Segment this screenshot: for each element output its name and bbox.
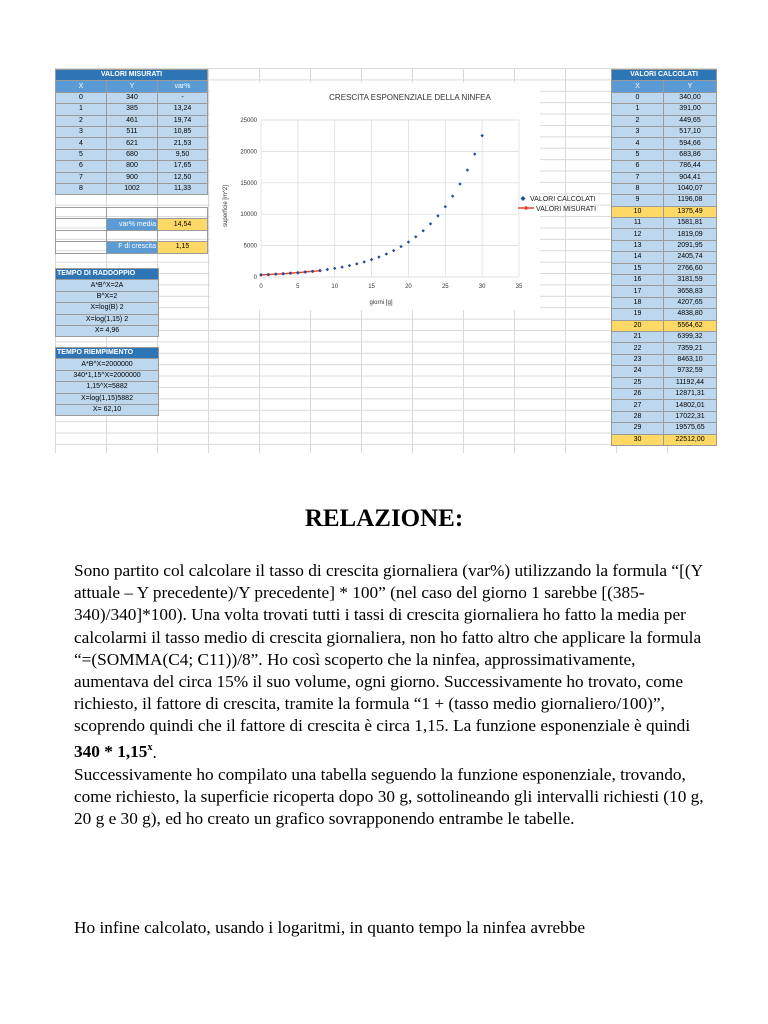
calculated-x-cell: 29 bbox=[612, 423, 664, 434]
fill-formula-cell: 340*1,15^X=2000000 bbox=[56, 370, 159, 381]
x-tick-label: 25 bbox=[441, 284, 449, 290]
measured-header-y: Y bbox=[107, 81, 158, 92]
table-row bbox=[612, 240, 717, 251]
growth-stats-table bbox=[55, 207, 208, 254]
measured-header-x: X bbox=[56, 81, 107, 92]
calculated-x-cell: 11 bbox=[612, 218, 664, 229]
measured-x-cell: 1 bbox=[56, 104, 107, 115]
calculated-y-cell: 9732,59 bbox=[664, 366, 717, 377]
fill-time-table bbox=[55, 347, 159, 416]
measured-var-cell: 12,50 bbox=[158, 172, 208, 183]
calculated-x-cell: 9 bbox=[612, 195, 664, 206]
measured-title: VALORI MISURATI bbox=[56, 70, 208, 81]
measured-x-cell: 7 bbox=[56, 172, 107, 183]
calculated-y-cell: 1581,81 bbox=[664, 218, 717, 229]
table-row bbox=[56, 359, 159, 370]
table-row bbox=[612, 252, 717, 263]
y-tick-label: 20000 bbox=[240, 149, 257, 156]
table-row bbox=[56, 183, 208, 194]
table-row bbox=[612, 388, 717, 399]
calculated-x-cell: 2 bbox=[612, 115, 664, 126]
table-row bbox=[612, 138, 717, 149]
calculated-x-cell: 23 bbox=[612, 354, 664, 365]
measured-y-cell: 461 bbox=[107, 115, 158, 126]
empty-cell bbox=[56, 208, 107, 219]
doubling-rows bbox=[56, 280, 159, 337]
table-row bbox=[56, 280, 159, 291]
calculated-y-cell: 22512,00 bbox=[664, 434, 717, 445]
table-row bbox=[612, 172, 717, 183]
calculated-y-cell: 6399,32 bbox=[664, 331, 717, 342]
calculated-y-cell: 391,00 bbox=[664, 104, 717, 115]
measured-var-cell: 9,50 bbox=[158, 149, 208, 160]
table-row bbox=[612, 115, 717, 126]
calculated-x-cell: 17 bbox=[612, 286, 664, 297]
calculated-y-cell: 2766,60 bbox=[664, 263, 717, 274]
table-row bbox=[612, 263, 717, 274]
calculated-y-cell: 5564,62 bbox=[664, 320, 717, 331]
y-tick-label: 0 bbox=[253, 275, 257, 281]
table-row bbox=[612, 161, 717, 172]
doubling-formula-cell: X=log(B) 2 bbox=[56, 303, 159, 314]
table-row bbox=[612, 423, 717, 434]
table-row bbox=[612, 92, 717, 103]
calculated-y-cell: 449,65 bbox=[664, 115, 717, 126]
fill-formula-cell: 1,15^X=5882 bbox=[56, 382, 159, 393]
chart-title: CRESCITA ESPONENZIALE DELLA NINFEA bbox=[329, 93, 491, 102]
table-row bbox=[612, 206, 717, 217]
empty-cell bbox=[56, 242, 107, 253]
table-row bbox=[612, 411, 717, 422]
empty-cell bbox=[56, 219, 107, 230]
calculated-x-cell: 7 bbox=[612, 172, 664, 183]
chart-background bbox=[210, 82, 540, 310]
measured-var-cell: 19,74 bbox=[158, 115, 208, 126]
factor-value: 1,15 bbox=[158, 242, 208, 253]
measured-x-cell: 2 bbox=[56, 115, 107, 126]
calculated-y-cell: 3658,83 bbox=[664, 286, 717, 297]
calculated-x-cell: 14 bbox=[612, 252, 664, 263]
doubling-formula-cell: X= 4,96 bbox=[56, 325, 159, 336]
calculated-y-cell: 1819,09 bbox=[664, 229, 717, 240]
mean-label: var% media bbox=[107, 219, 158, 230]
y-tick-label: 10000 bbox=[240, 212, 257, 219]
calculated-y-cell: 7359,21 bbox=[664, 343, 717, 354]
table-row bbox=[612, 343, 717, 354]
measured-rows bbox=[56, 92, 208, 195]
fill-formula-cell: X= 62,10 bbox=[56, 404, 159, 415]
calculated-x-cell: 6 bbox=[612, 161, 664, 172]
calculated-x-cell: 8 bbox=[612, 183, 664, 194]
measured-x-cell: 4 bbox=[56, 138, 107, 149]
calculated-x-cell: 25 bbox=[612, 377, 664, 388]
x-tick-label: 5 bbox=[296, 284, 300, 290]
growth-chart bbox=[210, 82, 597, 310]
measured-x-cell: 6 bbox=[56, 161, 107, 172]
calculated-y-cell: 11192,44 bbox=[664, 377, 717, 388]
calculated-y-cell: 786,44 bbox=[664, 161, 717, 172]
table-row bbox=[56, 92, 208, 103]
table-row bbox=[56, 115, 208, 126]
calculated-x-cell: 26 bbox=[612, 388, 664, 399]
measured-x-cell: 0 bbox=[56, 92, 107, 103]
table-row bbox=[56, 370, 159, 381]
x-tick-label: 20 bbox=[405, 284, 412, 290]
calculated-x-cell: 24 bbox=[612, 366, 664, 377]
table-row bbox=[56, 161, 208, 172]
table-row bbox=[56, 149, 208, 160]
calculated-y-cell: 594,66 bbox=[664, 138, 717, 149]
calculated-x-cell: 21 bbox=[612, 331, 664, 342]
measured-y-cell: 900 bbox=[107, 172, 158, 183]
table-row bbox=[612, 309, 717, 320]
calculated-y-cell: 2405,74 bbox=[664, 252, 717, 263]
calculated-y-cell: 14802,01 bbox=[664, 400, 717, 411]
table-row bbox=[56, 314, 159, 325]
measured-x-cell: 5 bbox=[56, 149, 107, 160]
table-row bbox=[56, 303, 159, 314]
calculated-x-cell: 16 bbox=[612, 275, 664, 286]
table-row bbox=[56, 393, 159, 404]
y-tick-label: 15000 bbox=[240, 180, 257, 187]
empty-cell bbox=[107, 208, 158, 219]
calculated-x-cell: 18 bbox=[612, 297, 664, 308]
calculated-header-y: Y bbox=[664, 81, 717, 92]
doubling-formula-cell: X=log(1,15) 2 bbox=[56, 314, 159, 325]
mean-value: 14,54 bbox=[158, 219, 208, 230]
fill-formula-cell: X=log(1,15)5882 bbox=[56, 393, 159, 404]
measured-y-cell: 621 bbox=[107, 138, 158, 149]
calculated-x-cell: 19 bbox=[612, 309, 664, 320]
measured-y-cell: 340 bbox=[107, 92, 158, 103]
paragraph-1-continuation: Successivamente ho compilato una tabella seguendo la funzione esponenziale, trovando, come richiesto, la superficie ricoperta dopo 30 g, sottolineando gli intervalli richiesti (10 g, 20 g e 30 g), ed ho creato un grafico sovrapponendo entrambe le tabelle. bbox=[74, 764, 704, 828]
calculated-x-cell: 13 bbox=[612, 240, 664, 251]
table-row bbox=[612, 195, 717, 206]
paragraph-1-text: Sono partito col calcolare il tasso di crescita giornaliera (var%) utilizzando la formula “[(Y attuale – Y precedente)/Y precedente] * 100” (nel caso del giorno 1 sarebbe [(385-340)/340]*100). Una volta trovati tutti i tassi di crescita giornaliera ho fatto la media per calcolarmi il tasso medio di crescita giornaliera, non ho fatto altro che applicare la formula “=(SOMMA(C4; C11))/8”. Ho così scoperto che la ninfea, approssimativamente, aumentava del circa 15% il suo volume, ogni giorno. Successivamente ho trovato, come richiesto, il fattore di crescita, tramite la formula “1 + (tasso medio giornaliero/100)”, scoprendo quindi che il fattore di crescita è circa 1,15. La funzione esponenziale è quindi bbox=[74, 561, 703, 736]
calculated-x-cell: 15 bbox=[612, 263, 664, 274]
x-tick-label: 35 bbox=[515, 284, 523, 290]
fill-rows bbox=[56, 359, 159, 416]
calculated-y-cell: 1196,08 bbox=[664, 195, 717, 206]
x-tick-label: 30 bbox=[478, 284, 486, 290]
chart-x-axis-label: giorni [g] bbox=[369, 300, 393, 306]
calculated-x-cell: 12 bbox=[612, 229, 664, 240]
table-row bbox=[612, 104, 717, 115]
doubling-time-table bbox=[55, 268, 159, 337]
table-row bbox=[612, 275, 717, 286]
calculated-y-cell: 4838,80 bbox=[664, 309, 717, 320]
fill-formula-cell: A*B^X=2000000 bbox=[56, 359, 159, 370]
calculated-x-cell: 22 bbox=[612, 343, 664, 354]
calculated-y-cell: 1040,07 bbox=[664, 183, 717, 194]
calculated-x-cell: 5 bbox=[612, 149, 664, 160]
x-tick-label: 15 bbox=[368, 284, 375, 290]
legend-measured-label: VALORI MISURATI bbox=[536, 206, 597, 213]
table-row bbox=[612, 331, 717, 342]
table-row bbox=[56, 325, 159, 336]
measured-y-cell: 511 bbox=[107, 126, 158, 137]
formula-base: 340 * 1,15 bbox=[74, 742, 148, 762]
table-row bbox=[612, 286, 717, 297]
measured-x-cell: 8 bbox=[56, 183, 107, 194]
factor-label: F di crescita bbox=[107, 242, 158, 253]
calculated-x-cell: 3 bbox=[612, 126, 664, 137]
report-paragraph-1 bbox=[74, 560, 704, 830]
table-row bbox=[612, 229, 717, 240]
doubling-formula-cell: A*B^X=2A bbox=[56, 280, 159, 291]
calculated-y-cell: 340,00 bbox=[664, 92, 717, 103]
x-tick-label: 0 bbox=[259, 284, 263, 290]
calculated-y-cell: 19575,65 bbox=[664, 423, 717, 434]
calculated-x-cell: 0 bbox=[612, 92, 664, 103]
table-row bbox=[612, 320, 717, 331]
table-row bbox=[56, 126, 208, 137]
table-row bbox=[612, 354, 717, 365]
formula-end: . bbox=[152, 742, 157, 762]
empty-cell bbox=[56, 230, 107, 241]
empty-cell bbox=[158, 208, 208, 219]
doubling-title: TEMPO DI RADDOPPIO bbox=[56, 269, 159, 280]
calculated-y-cell: 17022,31 bbox=[664, 411, 717, 422]
measured-y-cell: 1002 bbox=[107, 183, 158, 194]
measured-var-cell: 17,65 bbox=[158, 161, 208, 172]
measured-header-var: var% bbox=[158, 81, 208, 92]
measured-var-cell: 11,33 bbox=[158, 183, 208, 194]
table-row bbox=[612, 126, 717, 137]
measured-values-table bbox=[55, 69, 208, 195]
calculated-y-cell: 1375,49 bbox=[664, 206, 717, 217]
legend-measured-marker bbox=[524, 206, 528, 210]
measured-var-cell: 10,85 bbox=[158, 126, 208, 137]
calculated-y-cell: 904,41 bbox=[664, 172, 717, 183]
empty-cell bbox=[107, 230, 158, 241]
table-row bbox=[56, 172, 208, 183]
calculated-rows bbox=[612, 92, 717, 445]
legend-calculated-label: VALORI CALCOLATI bbox=[530, 196, 596, 203]
table-row bbox=[56, 104, 208, 115]
measured-var-cell: 13,24 bbox=[158, 104, 208, 115]
calculated-y-cell: 12871,31 bbox=[664, 388, 717, 399]
calculated-values-table bbox=[611, 69, 717, 446]
measured-x-cell: 3 bbox=[56, 126, 107, 137]
calculated-x-cell: 28 bbox=[612, 411, 664, 422]
calculated-x-cell: 1 bbox=[612, 104, 664, 115]
calculated-y-cell: 3181,59 bbox=[664, 275, 717, 286]
table-row bbox=[612, 183, 717, 194]
calculated-x-cell: 10 bbox=[612, 206, 664, 217]
table-row bbox=[612, 218, 717, 229]
table-row bbox=[612, 377, 717, 388]
measured-y-cell: 680 bbox=[107, 149, 158, 160]
report-heading: RELAZIONE: bbox=[304, 505, 464, 532]
chart-y-axis-label: superficie [m^2] bbox=[223, 185, 229, 227]
calculated-y-cell: 8463,10 bbox=[664, 354, 717, 365]
table-row bbox=[612, 400, 717, 411]
measured-y-cell: 385 bbox=[107, 104, 158, 115]
calculated-y-cell: 517,10 bbox=[664, 126, 717, 137]
calculated-y-cell: 2091,95 bbox=[664, 240, 717, 251]
calculated-x-cell: 4 bbox=[612, 138, 664, 149]
fill-title: TEMPO RIEMPIMENTO bbox=[56, 348, 159, 359]
table-row bbox=[612, 149, 717, 160]
x-tick-label: 10 bbox=[331, 284, 339, 290]
measured-var-cell: 21,53 bbox=[158, 138, 208, 149]
formula-exponent: x bbox=[147, 742, 153, 754]
table-row bbox=[56, 138, 208, 149]
table-row bbox=[56, 382, 159, 393]
empty-cell bbox=[158, 230, 208, 241]
calculated-y-cell: 683,86 bbox=[664, 149, 717, 160]
calculated-y-cell: 4207,65 bbox=[664, 297, 717, 308]
table-row bbox=[56, 404, 159, 415]
measured-y-cell: 800 bbox=[107, 161, 158, 172]
table-row bbox=[612, 297, 717, 308]
calculated-x-cell: 30 bbox=[612, 434, 664, 445]
measured-var-cell: - bbox=[158, 92, 208, 103]
calculated-title: VALORI CALCOLATI bbox=[612, 70, 717, 81]
table-row bbox=[56, 291, 159, 302]
exponential-formula bbox=[74, 742, 152, 761]
calculated-header-x: X bbox=[612, 81, 664, 92]
y-tick-label: 5000 bbox=[243, 243, 257, 250]
calculated-x-cell: 27 bbox=[612, 400, 664, 411]
y-tick-label: 25000 bbox=[240, 118, 257, 124]
calculated-x-cell: 20 bbox=[612, 320, 664, 331]
doubling-formula-cell: B^X=2 bbox=[56, 291, 159, 302]
table-row bbox=[612, 366, 717, 377]
table-row bbox=[612, 434, 717, 445]
report-paragraph-2: Ho infine calcolato, usando i logaritmi, in quanto tempo la ninfea avrebbe bbox=[74, 918, 586, 937]
